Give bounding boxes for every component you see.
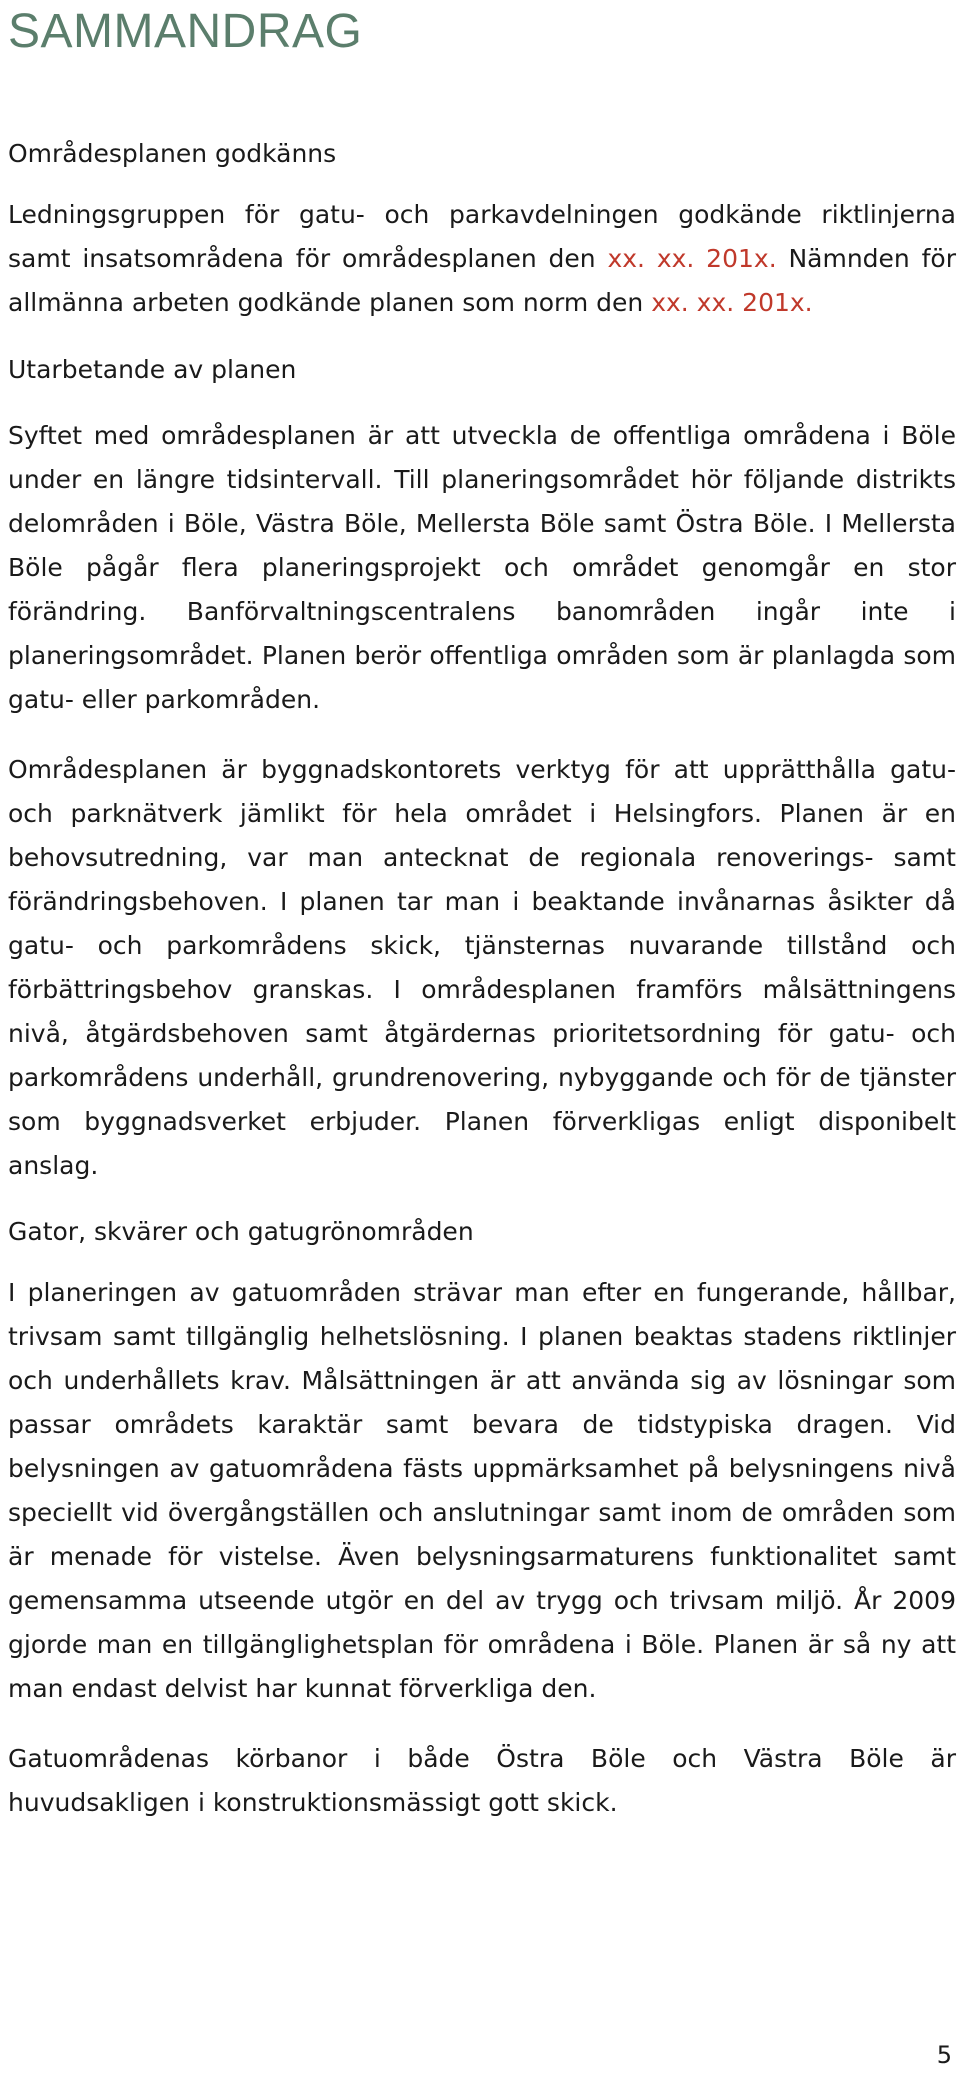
approval-text-part: Ledningsgruppen för gatu- och parkavdelningen godkände riktlinjerna samt insatsområdena för områdesplanen den	[8, 200, 956, 273]
document-page	[8, 0, 956, 1825]
section-paragraph-tool: Områdesplanen är byggnadskontorets verktyg för att upprätthålla gatu- och parknätverk jämlikt för hela området i Helsingfors. Planen är en behovsutredning, var man antecknat de regionala renoverings- samt förändringsbehoven. I planen tar man i beaktande invånarnas åsikter då gatu- och parkområdens skick, tjänsternas nuvarande tillstånd och förbättringsbehov granskas. I områdesplanen framförs målsättningens nivå, åtgärdsbehoven samt åtgärdernas prioritetsordning för gatu- och parkområdens underhåll, grundrenovering, nybyggande och för de tjänster som byggnadsverket erbjuder. Planen förverkligas enligt disponibelt anslag.	[8, 755, 956, 1180]
section-heading-preparation: Utarbetande av planen	[8, 355, 297, 384]
page-number: 5	[936, 2041, 952, 2069]
section-heading-approval: Områdesplanen godkänns	[8, 139, 337, 168]
section-paragraph-approval	[8, 193, 956, 325]
date-placeholder: xx. xx. 201x.	[651, 288, 813, 317]
page-title: SAMMANDRAG	[8, 5, 363, 58]
section-paragraph-roadways: Gatuområdenas körbanor i både Östra Böle och Västra Böle är huvudsakligen i konstruktionsmässigt gott skick.	[8, 1744, 956, 1817]
section-paragraph-streets: I planeringen av gatuområden strävar man efter en fungerande, hållbar, trivsam samt tillgänglig helhetslösning. I planen beaktas stadens riktlinjer och underhållets krav. Målsättningen är att använda sig av lösningar som passar områdets karaktär samt bevara de tidstypiska dragen. Vid belysningen av gatuområdena fästs uppmärksamhet på belysningens nivå speciellt vid övergångställen och anslutningar samt inom de områden som är menade för vistelse. Även belysningsarmaturens funktionalitet samt gemensamma utseende utgör en del av trygg och trivsam miljö. År 2009 gjorde man en tillgänglighetsplan för områdena i Böle. Planen är så ny att man endast delvist har kunnat förverkliga den.	[8, 1278, 956, 1703]
section-paragraph-preparation: Syftet med områdesplanen är att utveckla de offentliga områdena i Böle under en längre tidsintervall. Till planeringsområdet hör följande distrikts delområden i Böle, Västra Böle, Mellersta Böle samt Östra Böle. I Mellersta Böle pågår flera planeringsprojekt och området genomgår en stor förändring. Banförvaltningscentralens banområden ingår inte i planeringsområdet. Planen berör offentliga områden som är planlagda som gatu- eller parkområden.	[8, 421, 956, 714]
approval-text-part: Nämnden för allmänna arbeten godkände planen som norm den	[8, 244, 956, 317]
section-heading-streets: Gator, skvärer och gatugrönområden	[8, 1217, 474, 1246]
date-placeholder: xx. xx. 201x.	[607, 244, 777, 273]
